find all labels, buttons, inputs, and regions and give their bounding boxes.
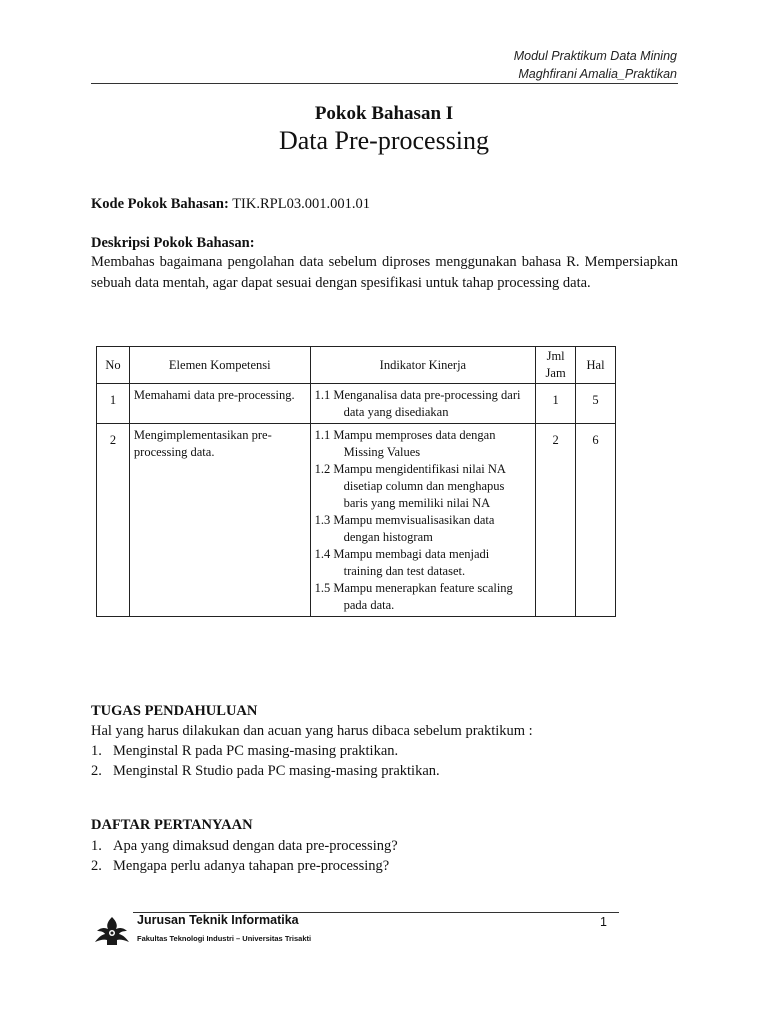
description-text: Membahas bagaimana pengolahan data sebelum diproses menggunakan bahasa R. Mempersiapkan sebuah data mentah, agar dapat sesuai dengan spesifikasi untuk tahap processing data. [91, 254, 678, 291]
cell-hours: 2 [536, 424, 576, 617]
cell-page: 6 [576, 424, 616, 617]
col-header-element: Elemen Kompetensi [129, 347, 310, 384]
preliminary-heading: TUGAS PENDAHULUAN [91, 703, 258, 719]
table-header-row [97, 347, 616, 384]
topic-code-value: TIK.RPL03.001.001.01 [232, 196, 370, 212]
cell-element: Mengimplementasikan pre-processing data. [129, 424, 310, 617]
preliminary-intro: Hal yang harus dilakukan dan acuan yang harus dibaca sebelum praktikum : [91, 723, 533, 739]
page-title: Data Pre-processing [278, 126, 490, 155]
indicator-item: 1.1 Mampu memproses data dengan Missing Values [314, 428, 496, 459]
preliminary-section [91, 721, 533, 781]
indicator-item: 1.1 Menganalisa data pre-processing dari data yang disediakan [314, 388, 521, 419]
questions-list [91, 836, 398, 876]
list-item: 1. Menginstal R pada PC masing-masing praktikan. [91, 743, 399, 759]
col-header-indicator: Indikator Kinerja [310, 347, 536, 384]
footer-department: Jurusan Teknik Informatika [137, 913, 299, 927]
description-heading: Deskripsi Pokok Bahasan: [91, 235, 255, 251]
cell-element: Memahami data pre-processing. [129, 384, 310, 424]
header-module-title: Modul Praktikum Data Mining [513, 49, 677, 63]
indicator-item: 1.2 Mampu mengidentifikasi nilai NA disetiap column dan menghapus baris yang memiliki nilai NA [314, 462, 506, 510]
cell-indicators [310, 384, 536, 424]
cell-no: 2 [97, 424, 130, 617]
questions-section [91, 836, 398, 876]
header-author: Maghfirani Amalia_Praktikan [518, 67, 677, 81]
preliminary-list [91, 741, 533, 781]
cell-indicators [310, 424, 536, 617]
indicator-item: 1.3 Mampu memvisualisasikan data dengan histogram [314, 513, 495, 544]
university-logo-icon [92, 915, 132, 947]
list-item: 2. Mengapa perlu adanya tahapan pre-processing? [91, 858, 390, 874]
col-header-hours: Jml Jam [536, 347, 576, 384]
col-header-no: No [97, 347, 130, 384]
table-row [97, 424, 616, 617]
header-divider [91, 83, 678, 84]
competency-table [96, 346, 616, 617]
cell-no: 1 [97, 384, 130, 424]
indicator-item: 1.4 Mampu membagi data menjadi training dan test dataset. [314, 547, 490, 578]
footer-faculty: Fakultas Teknologi Industri – Universitas Trisakti [137, 934, 312, 943]
topic-code-label: Kode Pokok Bahasan [91, 196, 224, 212]
cell-hours: 1 [536, 384, 576, 424]
indicator-item: 1.5 Mampu menerapkan feature scaling pada data. [314, 581, 513, 612]
running-header [514, 47, 677, 83]
topic-code: Kode Pokok Bahasan: TIK.RPL03.001.001.01 [91, 196, 370, 212]
list-item: 1. Apa yang dimaksud dengan data pre-processing? [91, 838, 398, 854]
questions-heading: DAFTAR PERTANYAAN [91, 817, 253, 833]
list-item: 2. Menginstal R Studio pada PC masing-masing praktikan. [91, 763, 440, 779]
col-header-page: Hal [576, 347, 616, 384]
page-number: 1 [600, 915, 607, 929]
topic-label: Pokok Bahasan I [314, 103, 454, 124]
cell-page: 5 [576, 384, 616, 424]
table-row [97, 384, 616, 424]
